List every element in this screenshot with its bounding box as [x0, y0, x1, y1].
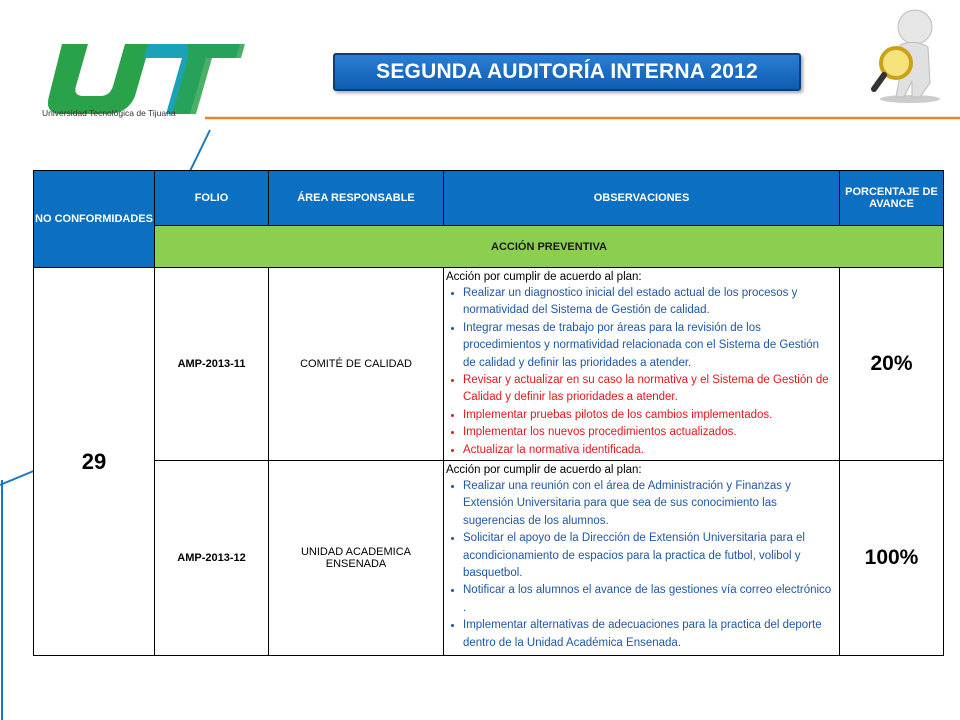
observation-item: • Solicitar el apoyo de la Dirección de Extensión Universitaria para el acondicionamiento de espacios para la practica de futbol, volibol y basquetbol. — [463, 530, 835, 582]
observations-cell — [444, 461, 840, 656]
area-cell: COMITÉ DE CALIDAD — [269, 268, 444, 461]
observation-item: • Actualizar la normativa identificada. — [463, 442, 835, 459]
observations-list — [446, 478, 835, 652]
audit-table — [33, 170, 944, 656]
section-label: ACCIÓN PREVENTIVA — [155, 226, 944, 268]
area-cell: UNIDAD ACADEMICA ENSENADA — [269, 461, 444, 656]
observation-item: • Implementar alternativas de adecuaciones para la practica del deporte dentro de la Unidad Académica Ensenada. — [463, 617, 835, 652]
observation-item: • Integrar mesas de trabajo por áreas para la revisión de los procedimientos y normatividad relacionada con el Sistema de Gestión de calidad y definir las prioridades a atender. — [463, 320, 835, 372]
col-header-observations: OBSERVACIONES — [444, 171, 840, 226]
page-title: SEGUNDA AUDITORÍA INTERNA 2012 — [333, 53, 801, 91]
percentage-cell: 100% — [840, 461, 944, 656]
col-header-nonconformities: NO CONFORMIDADES — [34, 171, 155, 268]
observation-item: • Revisar y actualizar en su caso la normativa y el Sistema de Gestión de Calidad y definir las prioridades a atender. — [463, 372, 835, 407]
observations-intro: Acción por cumplir de acuerdo al plan: — [446, 464, 642, 476]
magnifier-figure-icon — [860, 5, 955, 105]
col-header-folio: FOLIO — [155, 171, 269, 226]
col-header-area: ÁREA RESPONSABLE — [269, 171, 444, 226]
logo-subtitle: Universidad Tecnológica de Tijuana — [42, 108, 176, 118]
observations-intro: Acción por cumplir de acuerdo al plan: — [446, 271, 642, 283]
observation-item: • Implementar los nuevos procedimientos actualizados. — [463, 424, 835, 441]
observations-cell — [444, 268, 840, 461]
observation-item: • Realizar una reunión con el área de Administración y Finanzas y Extensión Universitaria para que sea de sus conocimiento las sugerencias de los alumnos. — [463, 478, 835, 530]
observation-item: • Realizar un diagnostico inicial del estado actual de los procesos y normatividad del Sistema de Gestión de calidad. — [463, 285, 835, 320]
percentage-cell: 20% — [840, 268, 944, 461]
folio-cell: AMP-2013-12 — [155, 461, 269, 656]
observation-item: • Notificar a los alumnos el avance de las gestiones vía correo electrónico . — [463, 582, 835, 617]
nonconformity-number: 29 — [34, 268, 155, 656]
folio-cell: AMP-2013-11 — [155, 268, 269, 461]
observations-list — [446, 285, 835, 459]
observation-item: • Implementar pruebas pilotos de los cambios implementados. — [463, 407, 835, 424]
col-header-percentage: PORCENTAJE DE AVANCE — [840, 171, 944, 226]
